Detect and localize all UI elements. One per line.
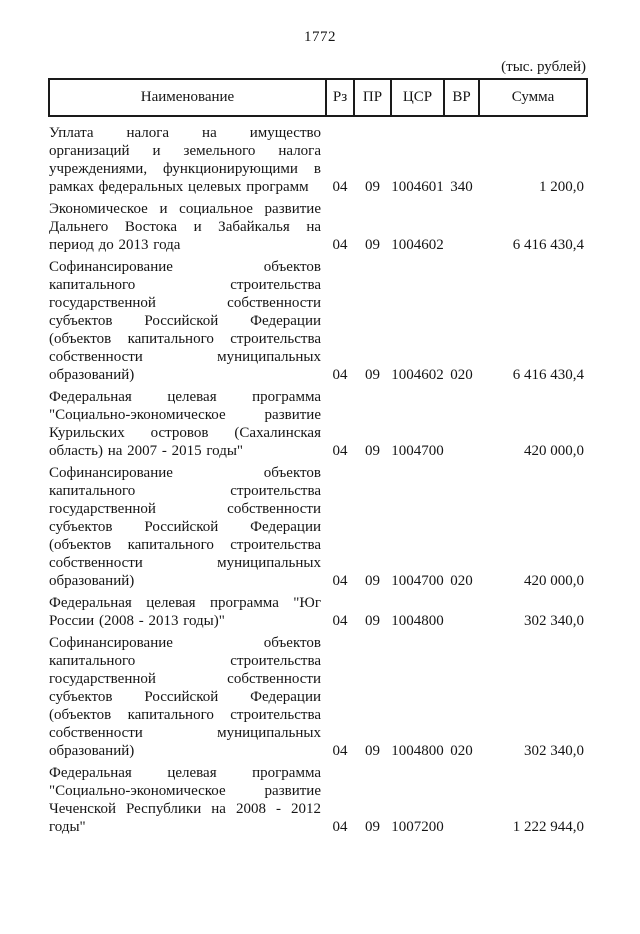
csr-cell: 1004700 [391, 573, 444, 589]
csr-cell: 1007200 [391, 819, 444, 835]
name-cell: Федеральная целевая программа "Социально-экономическое развитие Курильских островов (Сахалинская область) на 2007 - 2015 годы" [49, 389, 321, 459]
name-cell: Софинансирование объектов капитального строительства государственной собственности субъектов Российской Федерации (объектов капитального строительства собственности муниципальных образований) [49, 465, 321, 589]
name-cell: Экономическое и социальное развитие Дальнего Востока и Забайкалья на период до 2013 года [49, 201, 321, 253]
sum-cell: 6 416 430,4 [512, 367, 584, 383]
table-row [49, 760, 587, 836]
name-cell: Софинансирование объектов капитального строительства государственной собственности субъектов Российской Федерации (объектов капитального строительства собственности муниципальных образований) [49, 259, 321, 383]
vr-cell: 020 [450, 573, 473, 589]
col-header-vr: ВР [444, 79, 479, 116]
budget-table [48, 78, 588, 836]
sum-cell: 1 222 944,0 [512, 819, 584, 835]
vr-cell: 020 [450, 743, 473, 759]
vr-cell: 020 [450, 367, 473, 383]
rz-cell: 04 [332, 819, 348, 835]
pr-cell: 09 [365, 367, 380, 383]
name-cell: Уплата налога на имущество организаций и земельного налога учреждениями, функционирующими в рамках федеральных целевых программ [49, 125, 321, 195]
name-cell: Федеральная целевая программа "Социально-экономическое развитие Чеченской Республики на 2008 - 2012 годы" [49, 765, 321, 835]
rz-cell: 04 [332, 237, 348, 253]
pr-cell: 09 [365, 237, 380, 253]
sum-cell: 1 200,0 [539, 179, 584, 195]
table-row [49, 116, 587, 196]
table-row [49, 460, 587, 590]
rz-cell: 04 [332, 743, 348, 759]
sum-cell: 302 340,0 [524, 743, 584, 759]
csr-cell: 1004602 [391, 367, 444, 383]
csr-cell: 1004800 [391, 613, 444, 629]
units-label: (тыс. рублей) [501, 59, 586, 75]
vr-cell [444, 384, 479, 460]
vr-cell: 340 [450, 179, 473, 195]
rz-cell: 04 [332, 179, 348, 195]
table-row [49, 254, 587, 384]
pr-cell: 09 [365, 613, 380, 629]
sum-cell: 420 000,0 [524, 443, 584, 459]
sum-cell: 302 340,0 [524, 613, 584, 629]
pr-cell: 09 [365, 179, 380, 195]
col-header-sum: Сумма [479, 79, 587, 116]
page-number: 1772 [304, 29, 336, 45]
col-header-pr: ПР [354, 79, 391, 116]
pr-cell: 09 [365, 443, 380, 459]
col-header-csr: ЦСР [391, 79, 444, 116]
table-row [49, 590, 587, 630]
pr-cell: 09 [365, 819, 380, 835]
vr-cell [444, 196, 479, 254]
table-row [49, 384, 587, 460]
rz-cell: 04 [332, 573, 348, 589]
csr-cell: 1004601 [391, 179, 444, 195]
rz-cell: 04 [332, 613, 348, 629]
vr-cell [444, 590, 479, 630]
name-cell: Федеральная целевая программа "Юг России (2008 - 2013 годы)" [49, 595, 321, 629]
csr-cell: 1004800 [391, 743, 444, 759]
rz-cell: 04 [332, 367, 348, 383]
pr-cell: 09 [365, 573, 380, 589]
table-row [49, 196, 587, 254]
col-header-rz: Рз [326, 79, 354, 116]
sum-cell: 420 000,0 [524, 573, 584, 589]
col-header-name: Наименование [49, 79, 326, 116]
csr-cell: 1004700 [391, 443, 444, 459]
sum-cell: 6 416 430,4 [512, 237, 584, 253]
header-row [49, 79, 587, 116]
name-cell: Софинансирование объектов капитального строительства государственной собственности субъектов Российской Федерации (объектов капитального строительства собственности муниципальных образований) [49, 635, 321, 759]
csr-cell: 1004602 [391, 237, 444, 253]
table-header [49, 79, 587, 116]
table-row [49, 630, 587, 760]
rz-cell: 04 [332, 443, 348, 459]
vr-cell [444, 760, 479, 836]
pr-cell: 09 [365, 743, 380, 759]
table-body [49, 116, 587, 836]
